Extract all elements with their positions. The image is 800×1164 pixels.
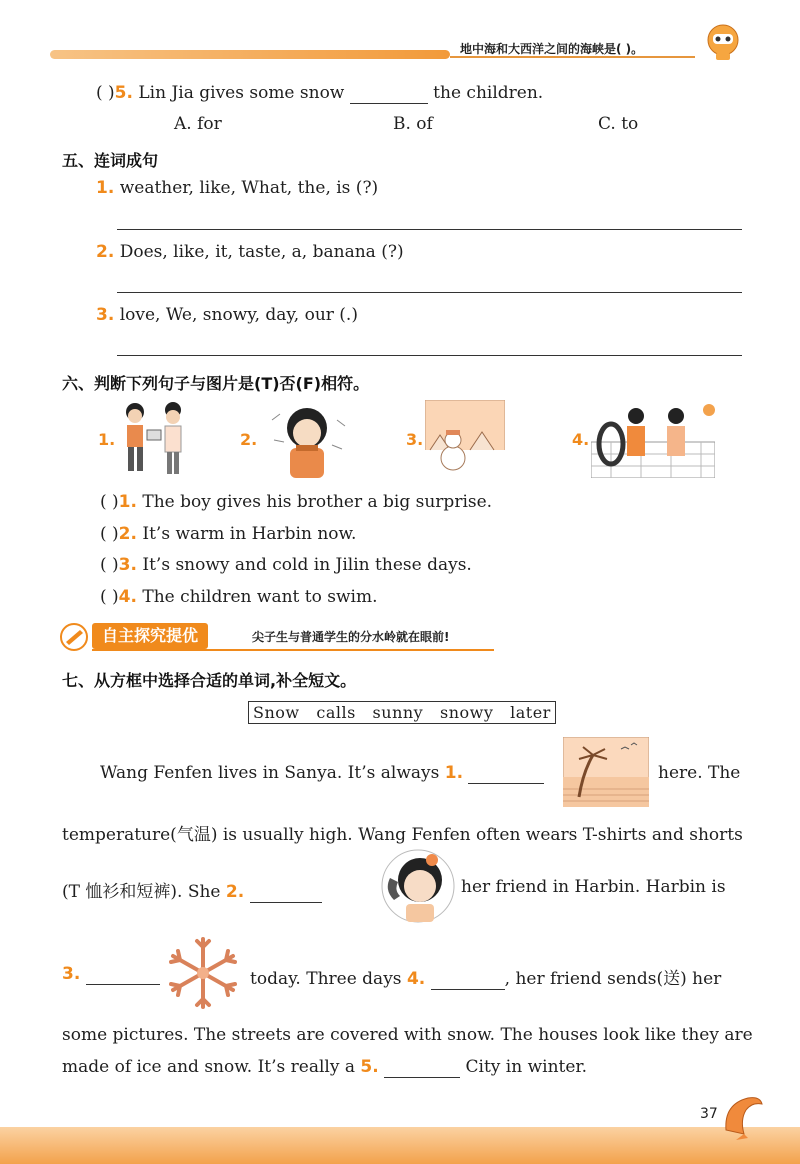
s5-item-number: 1. [96,178,115,198]
answer-line[interactable] [117,355,742,356]
answer-paren[interactable]: ( ) [96,83,115,103]
blank-number: 4. [406,969,426,989]
s5-item-1 [96,178,378,198]
s6-item-number: 3. [118,555,137,575]
snowflake-picture [163,933,243,1013]
passage-text: (T 恤衫和短裤). She [62,882,221,902]
passage-text-3b: her friend in Harbin. Harbin is [461,877,726,897]
s5-item-text: Does, like, it, taste, a, banana (?) [119,242,404,262]
s6-item-number: 1. [118,492,137,512]
passage-text: made of ice and snow. It’s really a [62,1057,355,1077]
passage-line-2: temperature(气温) is usually high. Wang Fenfen often wears T-shirts and shorts [62,825,743,845]
dolphin-icon [718,1090,766,1142]
blank-number: 5. [360,1057,379,1077]
s5-item-text: weather, like, What, the, is (?) [119,178,379,198]
q5-row [96,83,543,104]
page-number: 37 [700,1106,718,1122]
footer-band [0,1127,800,1164]
snowman-picture [425,400,505,478]
s6-item-1 [100,492,492,512]
beach-picture [563,737,649,807]
kids-gift-picture [113,398,198,480]
q5-number: 5. [114,83,133,103]
header-question: 地中海和大西洋之间的海峡是( )。 [460,42,644,56]
pic-label-4: 4. [572,430,590,449]
blank-number: 3. [62,964,81,984]
passage-line-4a [62,964,160,985]
banner-slogan: 尖子生与普通学生的分水岭就在眼前! [252,630,450,644]
s5-item-3 [96,305,358,325]
q5-option-c[interactable]: C. to [598,114,639,134]
blank-2[interactable] [250,882,322,903]
s6-item-text: It’s snowy and cold in Jilin these days. [142,555,472,575]
blank-number: 2. [225,882,245,902]
section5-title: 五、连词成句 [62,151,159,170]
header-bar [50,50,450,59]
q5-text-before: Lin Jia gives some snow [138,83,345,103]
banner-title: 自主探究提优 [92,623,208,649]
s5-item-text: love, We, snowy, day, our (.) [119,305,358,325]
s6-item-text: The children want to swim. [142,587,378,607]
passage-line-6 [62,1057,587,1078]
passage-line-4b [250,964,721,990]
section7-title: 七、从方框中选择合适的单词,补全短文。 [62,671,357,690]
s5-item-2 [96,242,404,262]
s5-item-number: 3. [96,305,115,325]
answer-paren[interactable]: ( ) [100,587,119,607]
q5-option-a[interactable]: A. for [174,114,222,134]
s6-item-2 [100,524,356,544]
blank-5[interactable] [384,1057,460,1078]
blank-3[interactable] [86,964,160,985]
section6-title: 六、判断下列句子与图片是(T)否(F)相符。 [62,374,370,393]
s6-item-number: 4. [118,587,137,607]
passage-text-1b: here. The [658,763,741,783]
s6-item-text: It’s warm in Harbin now. [142,524,357,544]
answer-paren[interactable]: ( ) [100,555,119,575]
passage-line-5: some pictures. The streets are covered with snow. The houses look like they are [62,1025,753,1045]
answer-line[interactable] [117,229,742,230]
s6-item-text: The boy gives his brother a big surprise. [142,492,493,512]
blank-1[interactable] [468,763,544,784]
q5-text-after: the children. [433,83,544,103]
word-box: Snow calls sunny snowy later [248,701,556,724]
q5-option-b[interactable]: B. of [393,114,433,134]
answer-line[interactable] [117,292,742,293]
answer-paren[interactable]: ( ) [100,524,119,544]
swim-kids-picture [591,402,715,478]
passage-text: Wang Fenfen lives in Sanya. It’s always [100,763,440,783]
blank-4[interactable] [431,969,505,990]
passage-text: City in winter. [465,1057,588,1077]
pic-label-3: 3. [406,430,424,449]
passage-line-1 [100,763,544,784]
girl-phone-picture [380,848,456,924]
robot-mascot-icon [703,20,743,62]
s5-item-number: 2. [96,242,115,262]
q5-blank[interactable] [350,83,428,104]
banner-rule [92,649,494,651]
cold-girl-picture [262,400,352,480]
pic-label-1: 1. [98,430,116,449]
passage-text: , her friend sends(送) her [504,969,722,989]
banner-pencil-icon [58,622,94,652]
answer-paren[interactable]: ( ) [100,492,119,512]
s6-item-number: 2. [118,524,137,544]
pic-label-2: 2. [240,430,258,449]
passage-text: today. Three days [250,969,402,989]
s6-item-4 [100,587,377,607]
s6-item-3 [100,555,472,575]
passage-line-3 [62,877,322,903]
blank-number: 1. [444,763,464,783]
